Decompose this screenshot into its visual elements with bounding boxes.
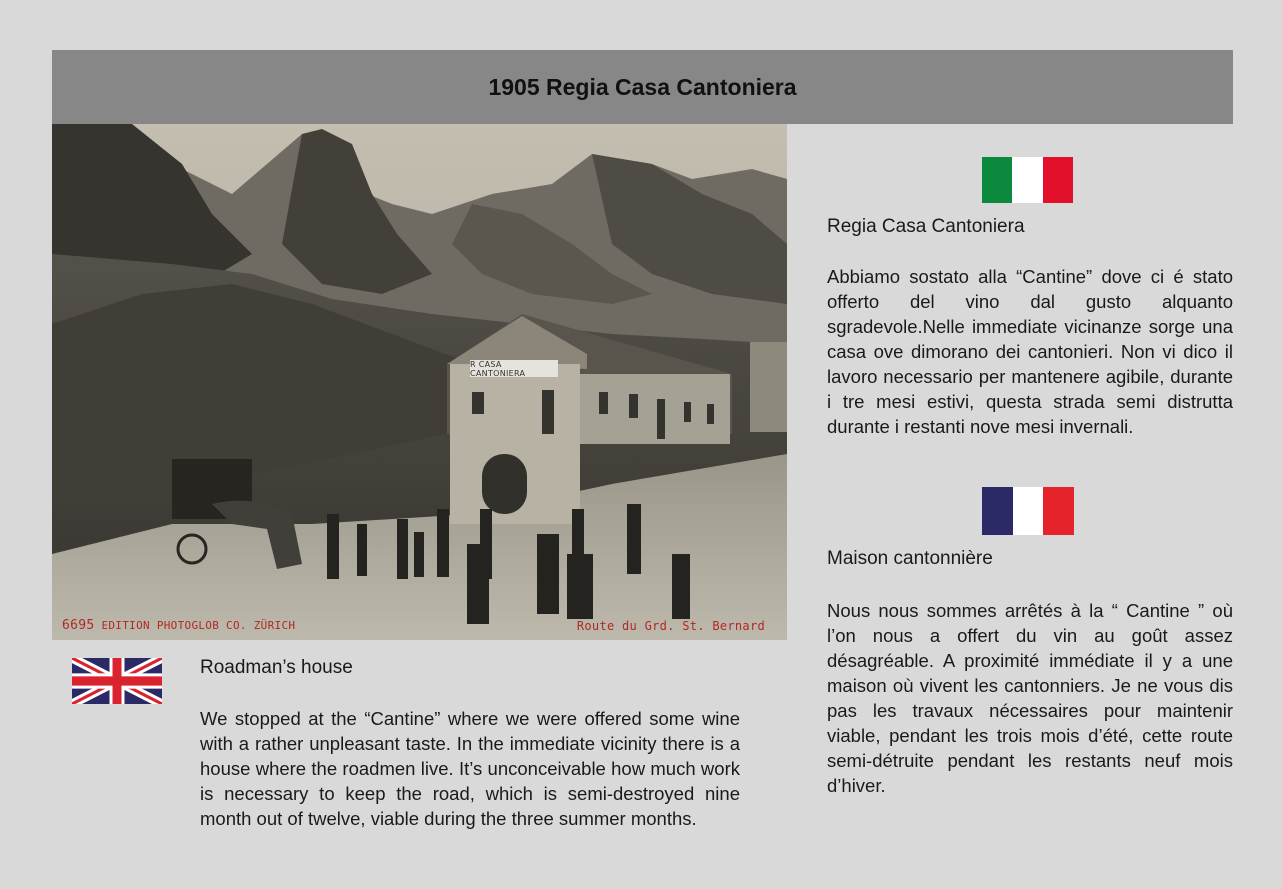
- uk-flag-icon: [72, 658, 162, 704]
- french-heading: Maison cantonnière: [827, 548, 993, 569]
- france-flag-white: [1013, 487, 1044, 535]
- italy-flag-green: [982, 157, 1012, 203]
- photo-number: 6695: [62, 618, 95, 633]
- france-flag-red: [1043, 487, 1074, 535]
- page-title: 1905 Regia Casa Cantoniera: [488, 73, 797, 100]
- italian-heading: Regia Casa Cantoniera: [827, 216, 1025, 237]
- french-text: Nous nous sommes arrêtés à la “ Cantine ” où l’on nous a offert du vin au goût assez désagréable. A proximité immédiate il y a une maison où vivent les cantonniers. Je ne vous dis pas les travaux nécessaires pour maintenir viable, pendant les trois mois d’été, cette route semi-détruite pendant les restants neuf mois d’hiver.: [827, 600, 1233, 796]
- italy-flag-red: [1043, 157, 1073, 203]
- title-bar: [52, 50, 1233, 124]
- historic-photo: [52, 124, 787, 640]
- building-sign: R CASA CANTONIERA: [470, 360, 558, 377]
- france-flag-icon: [982, 487, 1074, 535]
- english-heading: Roadman’s house: [200, 657, 353, 678]
- photo-caption-left: [62, 618, 295, 633]
- photo-illustration: [52, 124, 787, 640]
- photo-publisher: EDITION PHOTOGLOB CO. ZÜRICH: [101, 619, 296, 632]
- photo-location: Route du Grd. St. Bernard: [576, 619, 765, 633]
- italy-flag-white: [1012, 157, 1042, 203]
- france-flag-blue: [982, 487, 1013, 535]
- italy-flag-icon: [982, 157, 1073, 203]
- english-text: We stopped at the “Cantine” where we were offered some wine with a rather unpleasant taste. In the immediate vicinity there is a house where the roadmen live. It’s unconceivable how much work is necessary to keep the road, which is semi-destroyed nine month out of twelve, viable during the three summer months.: [200, 708, 740, 829]
- italian-text: Abbiamo sostato alla “Cantine” dove ci é stato offerto del vino dal gusto alquanto sgradevole.Nelle immediate vicinanze sorge una casa ove dimorano dei cantonieri. Non vi dico il lavoro necessario per mantenere agibile, durante i tre mesi estivi, questa strada semi distrutta durante i restanti nove mesi invernali.: [827, 266, 1233, 437]
